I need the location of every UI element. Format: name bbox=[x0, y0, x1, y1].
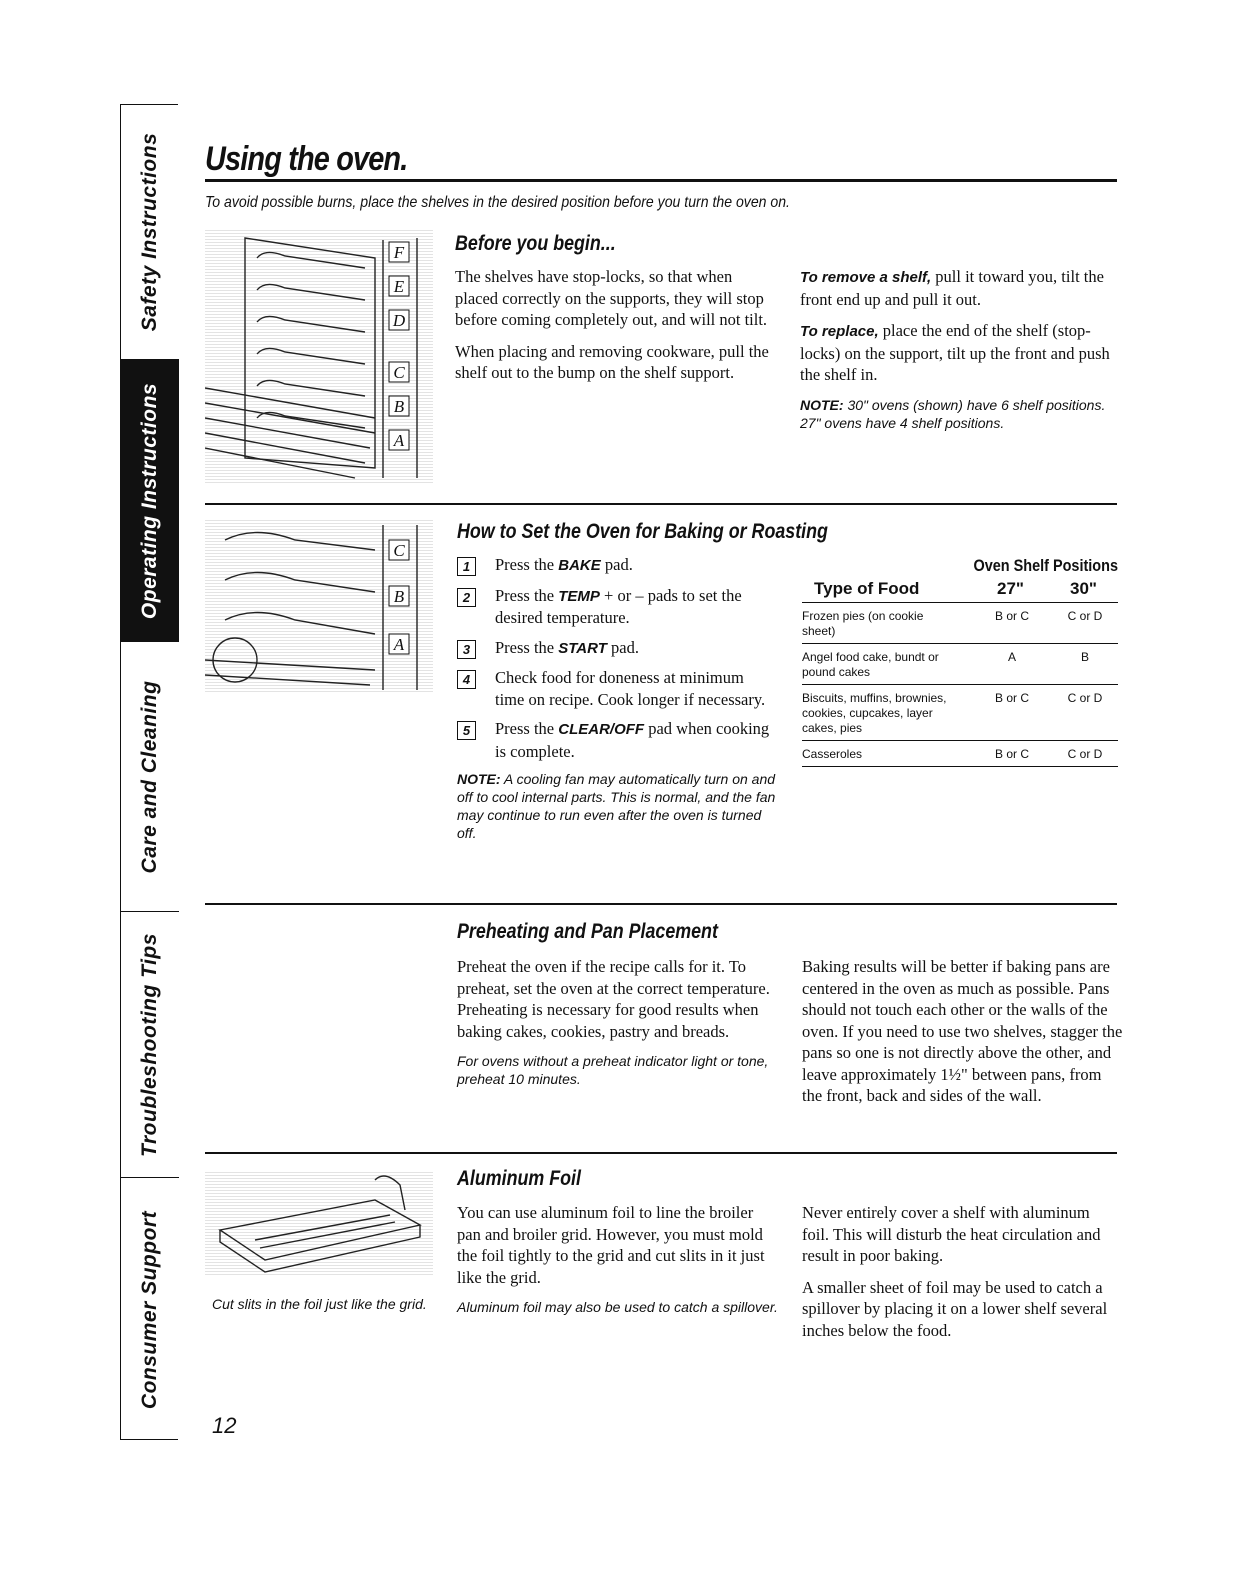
page-title: Using the oven. bbox=[205, 140, 408, 178]
step bbox=[457, 667, 777, 710]
paragraph: Preheat the oven if the recipe calls for it. To preheat, set the oven at the correct temperature. Preheating is necessary for good results when baking cakes, cookies, pastry and breads. bbox=[457, 957, 770, 1041]
pad-name: CLEAR/OFF bbox=[558, 721, 645, 738]
table-row bbox=[802, 603, 1118, 644]
tab-label: Care and Cleaning bbox=[138, 680, 161, 873]
inline-label: To remove a shelf, bbox=[800, 269, 932, 286]
foil-text-right bbox=[802, 1202, 1114, 1351]
step-text: Press the bbox=[495, 637, 559, 657]
illustration-caption: Cut slits in the foil just like the grid. bbox=[212, 1296, 427, 1312]
table-row bbox=[802, 685, 1118, 741]
broiler-pan-drawing bbox=[205, 1170, 433, 1275]
shelf-30: C or D bbox=[1067, 691, 1103, 705]
side-tabs bbox=[120, 104, 178, 1440]
note-label: NOTE: bbox=[457, 771, 501, 787]
table-row bbox=[802, 741, 1118, 767]
tab-safety-instructions[interactable] bbox=[121, 105, 179, 360]
note bbox=[457, 770, 777, 842]
note: For ovens without a preheat indicator light or tone, preheat 10 minutes. bbox=[457, 1053, 769, 1087]
title-rule bbox=[205, 179, 1117, 182]
food-type: Biscuits, muffins, brownies, cookies, cupcakes, layer cakes, pies bbox=[802, 691, 947, 735]
step-text: pad. bbox=[606, 637, 639, 657]
shelf-positions-table bbox=[802, 556, 1118, 767]
foil-text-left bbox=[457, 1202, 779, 1326]
tab-consumer-support[interactable] bbox=[121, 1178, 179, 1441]
note-label: NOTE: bbox=[800, 396, 844, 413]
food-type: Angel food cake, bundt or pound cakes bbox=[802, 650, 939, 679]
tab-troubleshooting-tips[interactable] bbox=[121, 912, 179, 1178]
pad-name: START bbox=[558, 639, 607, 657]
tab-care-and-cleaning[interactable] bbox=[121, 642, 179, 912]
note-text: 30" ovens (shown) have 6 shelf positions. 27" ovens have 4 shelf positions. bbox=[800, 396, 1106, 431]
paragraph: A smaller sheet of foil may be used to catch a spillover by placing it on a lower shelf several inches below the food. bbox=[802, 1277, 1108, 1340]
paragraph bbox=[800, 320, 1112, 386]
tab-label: Troubleshooting Tips bbox=[138, 932, 161, 1157]
broiler-pan-illustration bbox=[205, 1170, 433, 1275]
paragraph: Never entirely cover a shelf with aluminum foil. This will disturb the heat circulation and result in poor baking. bbox=[802, 1203, 1101, 1265]
oven-baking-drawing bbox=[205, 520, 433, 692]
pad-name: BAKE bbox=[558, 557, 601, 574]
column-header-27: 27" bbox=[997, 579, 1024, 598]
tab-label: Operating Instructions bbox=[138, 382, 161, 619]
step-text: Press the bbox=[495, 585, 559, 605]
tab-label: Consumer Support bbox=[138, 1210, 161, 1409]
section-divider bbox=[205, 1152, 1117, 1154]
shelf-letter: A bbox=[393, 431, 405, 450]
shelf-letter: A bbox=[393, 635, 405, 654]
step-number: 2 bbox=[457, 588, 476, 607]
before-text-right bbox=[800, 266, 1112, 442]
oven-shelves-illustration bbox=[205, 228, 433, 483]
step bbox=[457, 554, 777, 577]
shelf-letter: D bbox=[392, 311, 406, 330]
paragraph: Baking results will be better if baking pans are centered in the oven as much as possible. Pans should not touch each other or the walls of the oven. If you need to use two shelves, stagger the pans so one is not directly above the other, and leave approximately 1½" between pans, from the front, back and sides of the wall. bbox=[802, 957, 1123, 1105]
page-subtitle: To avoid possible burns, place the shelves in the desired position before you turn the oven on. bbox=[205, 194, 790, 211]
paragraph: The shelves have stop-locks, so that when placed correctly on the supports, they will stop before coming completely out, and will not tilt. bbox=[455, 267, 768, 329]
step-text: pad. bbox=[600, 555, 633, 574]
shelf-letter: C bbox=[393, 363, 405, 382]
preheat-text-right bbox=[802, 956, 1124, 1117]
before-text-left bbox=[455, 266, 777, 394]
table-header-row bbox=[802, 576, 1118, 603]
shelf-27: B or C bbox=[994, 691, 1029, 705]
inline-text: place the end of the shelf (stop-locks) on the support, tilt up the front and push the shelf in. bbox=[800, 321, 1110, 384]
step-text: pad when cooking is complete. bbox=[495, 719, 770, 761]
tab-operating-instructions[interactable] bbox=[121, 360, 179, 642]
section-heading-preheating: Preheating and Pan Placement bbox=[457, 920, 718, 943]
shelf-letter: B bbox=[393, 587, 405, 606]
page-number: 12 bbox=[212, 1413, 237, 1438]
column-header-food: Type of Food bbox=[814, 579, 920, 598]
step-number: 3 bbox=[457, 640, 476, 659]
section-divider bbox=[205, 503, 1117, 505]
step-text: Check food for doneness at minimum time on recipe. Cook longer if necessary. bbox=[495, 668, 766, 709]
note-text: A cooling fan may automatically turn on and off to cool internal parts. This is normal, and the fan may continue to run even after the oven is turned off. bbox=[457, 771, 776, 841]
step bbox=[457, 637, 777, 660]
step bbox=[457, 585, 777, 629]
paragraph: When placing and removing cookware, pull the shelf out to the bump on the shelf support. bbox=[455, 341, 769, 382]
table-row bbox=[802, 644, 1118, 685]
oven-shelves-drawing bbox=[205, 228, 433, 483]
step bbox=[457, 718, 777, 762]
section-divider bbox=[205, 903, 1117, 905]
section-heading-before-you-begin: Before you begin... bbox=[455, 232, 616, 255]
step-text: Press the bbox=[495, 555, 559, 574]
shelf-30: B bbox=[1080, 650, 1089, 664]
step-number: 4 bbox=[457, 670, 476, 689]
shelf-27: B or C bbox=[994, 609, 1029, 623]
step-text: Press the bbox=[495, 719, 559, 738]
section-heading-baking: How to Set the Oven for Baking or Roasting bbox=[457, 520, 828, 543]
shelf-30: C or D bbox=[1067, 747, 1103, 761]
step-number: 1 bbox=[457, 557, 476, 576]
shelf-letter: B bbox=[393, 397, 405, 416]
preheat-text-left bbox=[457, 956, 779, 1098]
paragraph: You can use aluminum foil to line the broiler pan and broiler grid. However, you must mold the foil tightly to the grid and cut slits in it just like the grid. bbox=[457, 1203, 765, 1287]
column-header-30: 30" bbox=[1070, 579, 1097, 598]
food-type: Casseroles bbox=[802, 747, 863, 761]
shelf-letter: F bbox=[393, 243, 405, 262]
section-heading-aluminum-foil: Aluminum Foil bbox=[457, 1167, 581, 1190]
inline-label: To replace, bbox=[800, 323, 879, 340]
food-type: Frozen pies (on cookie sheet) bbox=[802, 609, 924, 638]
paragraph bbox=[800, 266, 1112, 310]
note bbox=[800, 396, 1112, 432]
shelf-letter: C bbox=[393, 541, 405, 560]
shelf-27: B or C bbox=[994, 747, 1029, 761]
baking-steps bbox=[457, 554, 777, 842]
pad-name: TEMP bbox=[558, 587, 600, 605]
inline-text: pull it toward you, tilt the front end up and pull it out. bbox=[800, 267, 1104, 309]
shelf-30: C or D bbox=[1067, 609, 1103, 623]
step-text: + or – pads to set the desired temperature. bbox=[495, 585, 742, 627]
table-title: Oven Shelf Positions bbox=[973, 556, 1118, 575]
shelf-27: A bbox=[1007, 650, 1016, 664]
tab-label: Safety Instructions bbox=[138, 132, 161, 332]
step-number: 5 bbox=[457, 721, 476, 740]
shelf-letter: E bbox=[393, 277, 405, 296]
note: Aluminum foil may also be used to catch a spillover. bbox=[457, 1299, 778, 1315]
oven-baking-illustration bbox=[205, 520, 433, 692]
